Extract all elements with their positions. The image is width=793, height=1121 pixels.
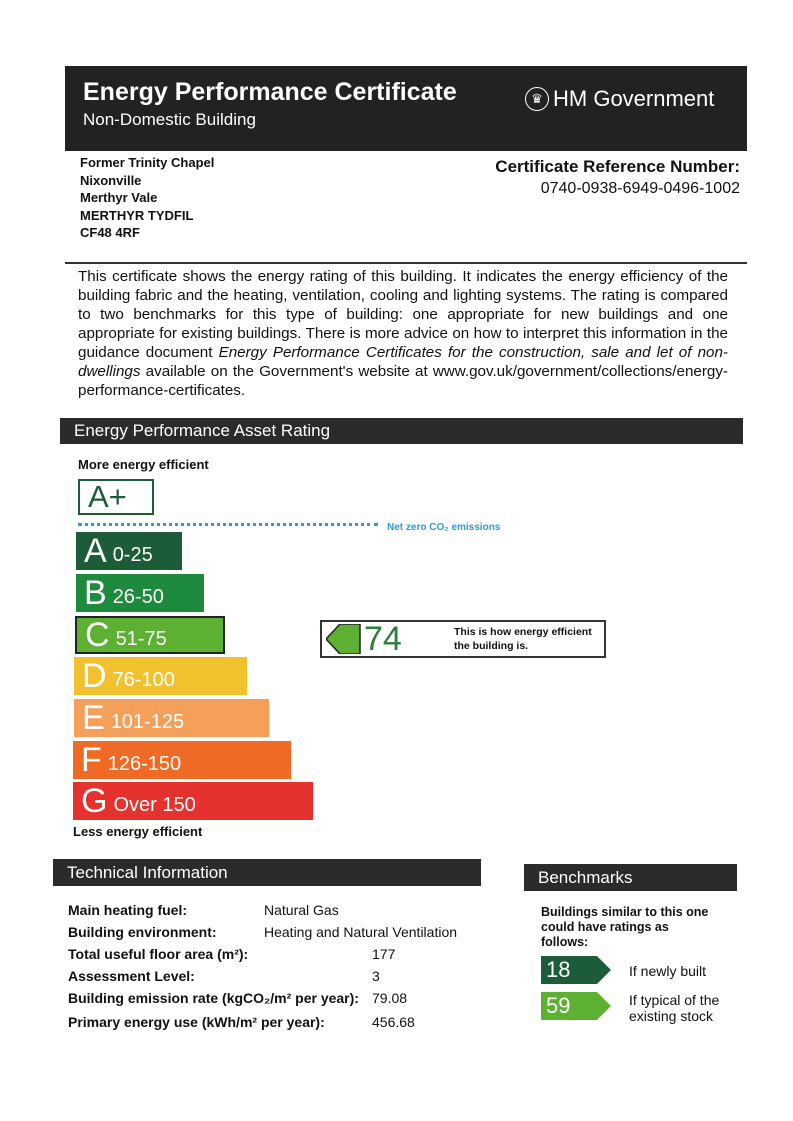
tech-value: Heating and Natural Ventilation	[264, 924, 458, 940]
band-range: 26-50	[112, 585, 164, 608]
band-a	[76, 532, 182, 570]
certificate-subtitle: Non-Domestic Building	[83, 110, 256, 129]
tech-label: Primary energy use (kWh/m² per year):	[68, 1014, 325, 1030]
benchmarks-intro: Buildings similar to this one could have ratings as follows:	[541, 905, 709, 949]
benchmark-value: 59	[546, 993, 571, 1018]
tech-value: Natural Gas	[264, 902, 339, 918]
certificate-header	[65, 66, 747, 151]
certificate-title: Energy Performance Certificate	[83, 78, 457, 106]
tech-label: Building environment:	[68, 924, 217, 940]
band-g	[73, 782, 313, 820]
band-f	[73, 741, 291, 779]
tech-label: Assessment Level:	[68, 968, 195, 984]
tech-value: 3	[372, 968, 380, 984]
more-efficient-label: More energy efficient	[78, 457, 209, 472]
current-rating-value: 74	[364, 620, 402, 658]
band-range: 51-75	[115, 627, 167, 650]
current-rating-indicator	[320, 620, 606, 658]
benchmark-label: If newly built	[629, 963, 707, 979]
gov-logo	[525, 86, 714, 112]
address-line: Former Trinity Chapel	[80, 155, 215, 170]
royal-crest-icon: ♛	[525, 87, 549, 111]
tech-value: 79.08	[372, 990, 408, 1006]
divider	[65, 262, 747, 264]
tech-value: 456.68	[372, 1014, 415, 1030]
guidance-document-title: Energy Performance Certificates for the construction, sale and let of non-dwellings	[78, 344, 728, 380]
band-range: 76-100	[112, 668, 175, 691]
benchmark-value: 18	[546, 957, 571, 982]
band-range: 126-150	[107, 752, 182, 775]
benchmarks-heading: Benchmarks	[524, 864, 737, 891]
band-b	[76, 574, 204, 612]
tech-row-heating-fuel	[68, 902, 187, 918]
certificate-reference-label: Certificate Reference Number:	[495, 157, 740, 176]
tech-label: Main heating fuel:	[68, 902, 187, 918]
band-e	[74, 699, 269, 737]
intro-text: This certificate shows the energy rating of this building. It indicates the energy efficiency of the building fabric and the heating, ventilation, cooling and lighting systems. The rating is compared to two benchmarks for this type of building: one appropriate for new buildings and one appropriate for existing buildings. There is more advice on how to interpret this information in the guidance document	[78, 268, 728, 361]
technical-info-heading: Technical Information	[53, 859, 481, 886]
address-line: MERTHYR TYDFIL	[80, 207, 194, 223]
tech-row-assessment-level	[68, 968, 195, 984]
address-line: Merthyr Vale	[80, 190, 158, 205]
less-efficient-label: Less energy efficient	[73, 824, 203, 839]
tech-row-environment	[68, 924, 217, 940]
address-line: Nixonville	[80, 172, 142, 188]
tech-row-primary-energy	[68, 1014, 325, 1030]
tech-row-floor-area	[68, 946, 248, 962]
net-zero-dotted-line	[78, 523, 378, 526]
rating-section-heading: Energy Performance Asset Rating	[60, 418, 743, 444]
tech-label: Total useful floor area (m²):	[68, 946, 249, 962]
tech-label: Building emission rate (kgCO₂/m² per year):	[68, 990, 359, 1006]
technical-info	[68, 902, 468, 1032]
benchmark-label: If typical of the existing stock	[629, 992, 720, 1024]
band-d	[74, 657, 247, 695]
band-range: 0-25	[112, 543, 153, 566]
certificate-reference	[495, 157, 740, 198]
band-letter: A	[84, 532, 107, 570]
gov-brand-text: HM Government	[553, 86, 715, 111]
certificate-reference-number: 0740-0938-6949-0496-1002	[540, 180, 740, 197]
band-letter: E	[82, 699, 105, 737]
band-letter: G	[81, 782, 108, 820]
band-range: 101-125	[110, 710, 185, 733]
band-range: Over 150	[113, 793, 196, 816]
band-letter: F	[81, 741, 102, 779]
band-letter: B	[84, 574, 107, 612]
tech-row-emission-rate	[68, 990, 359, 1006]
band-letter: C	[85, 616, 110, 654]
net-zero-label: Net zero CO₂ emissions	[387, 522, 501, 533]
band-aplus: A+	[78, 479, 154, 515]
current-rating-text: This is how energy efficient the building is.	[454, 626, 592, 652]
building-address	[80, 154, 214, 242]
intro-paragraph	[78, 267, 728, 400]
tech-value: 177	[372, 946, 396, 962]
address-line: CF48 4RF	[80, 225, 140, 240]
band-letter: D	[82, 657, 107, 695]
intro-text-end: available on the Government's website at www.gov.uk/government/collections/energy-performance-certificates.	[78, 363, 728, 399]
band-c	[75, 616, 225, 654]
